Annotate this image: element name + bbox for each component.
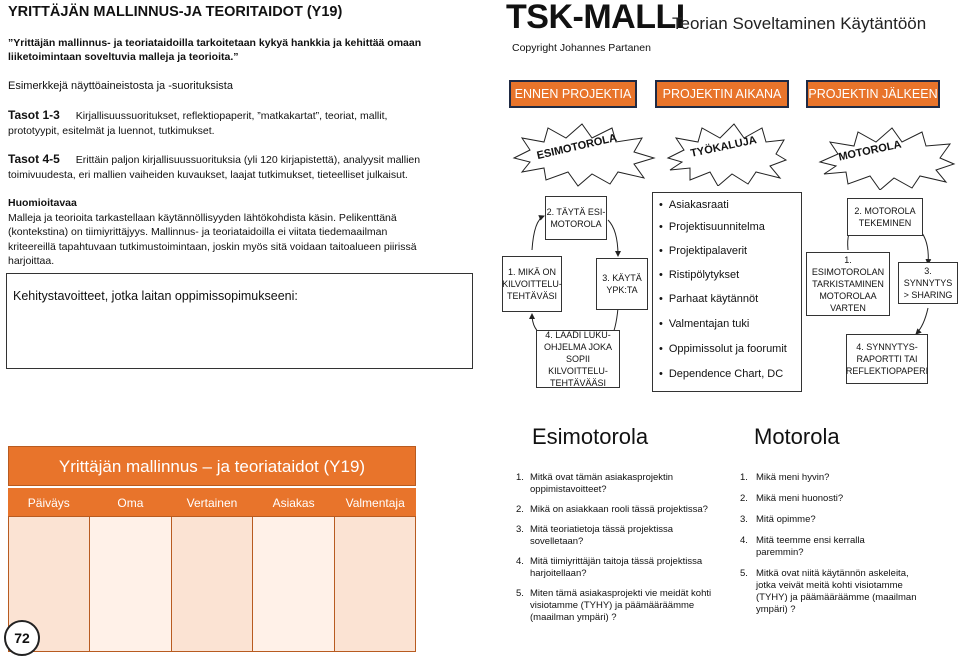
q-text: Miten tämä asiakasprojekti vie meidät kohti — [530, 588, 712, 599]
grid-header-coach: Valmentaja — [345, 496, 405, 510]
box-line: 2. TÄYTÄ ESI- — [546, 207, 606, 217]
grid-header-self: Oma — [117, 496, 144, 510]
pre-step-3 — [596, 258, 648, 310]
box-line: YPK:TA — [606, 285, 638, 295]
pre-step-4 — [536, 330, 620, 388]
box-line: REFLEKTIOPAPERI — [845, 366, 929, 376]
notes-line: (kontekstina) on tiimiyrittäjyys. Mallinnus- ja teoriataidoilla ei viitata tiedemaailman — [8, 226, 388, 238]
tool-item: • Parhaat käytännöt — [659, 293, 758, 305]
q-text: Mitkä ovat tämän asiakasprojektin — [530, 472, 674, 483]
grid-header-date: Päiväys — [27, 496, 70, 510]
notes-heading: Huomioitavaa — [8, 197, 77, 209]
phase-during: PROJEKTIN AIKANA — [655, 80, 789, 108]
box-line: MOTOROLA — [550, 219, 602, 229]
q-text: jotka veivät meitä kohti visiotamme — [756, 580, 903, 591]
box-line: TEKEMINEN — [858, 218, 912, 228]
quote-line: liiketoimintaan soveltuvia malleja ja teorioita.” — [8, 51, 239, 63]
q-text: (TYHY) ja päämääräämme (maailman — [756, 592, 917, 603]
notes-section — [8, 196, 478, 269]
box-line: 4. SYNNYTYS- — [856, 342, 918, 352]
grid-header-client: Asiakas — [272, 496, 315, 510]
q-text: Mitä teoriatietoja tässä projektissa — [530, 524, 674, 535]
grid-cell[interactable] — [335, 517, 415, 651]
level-text: prototyypit, esitelmät ja luennot, tutkimukset. — [8, 125, 215, 137]
notes-line: kriteereillä tapahtuvaan tutkimustoimintaan, joskin myös sitä voidaan taitoalueen piirissä — [8, 240, 417, 253]
box-line: 3. KÄYTÄ — [602, 273, 642, 283]
q-text: Mitä teemme ensi kerralla — [756, 535, 865, 546]
esimotorola-questions — [516, 472, 728, 624]
quote-line: ”Yrittäjän mallinnus- ja teoriataidoilla tarkoitetaan kykyä hankkia ja kehittää omaan — [8, 37, 422, 49]
levels-4-5 — [8, 152, 478, 183]
star-label-motorola: MOTOROLA — [837, 138, 903, 164]
box-line: > SHARING — [903, 290, 953, 300]
box-line: TEHTÄVÄÄSI — [549, 378, 606, 388]
grid-cell[interactable] — [172, 517, 253, 651]
definition-quote — [8, 36, 478, 64]
box-line: OHJELMA JOKA — [543, 342, 613, 352]
tool-item: • Ristipölytykset — [659, 269, 739, 281]
pre-step-1 — [502, 256, 562, 312]
box-line: KILVOITTELU- — [502, 279, 562, 289]
level-text: toimivuudesta, eri mallien vaiheiden kuvaukset, laajat tutkimukset, tieteelliset julkaisut. — [8, 169, 408, 181]
tools-list — [652, 192, 802, 392]
post-step-3 — [898, 262, 958, 304]
grid-body-row[interactable] — [8, 516, 416, 652]
box-line: 1. MIKÄ ON — [508, 267, 557, 277]
motorola-heading: Motorola — [754, 424, 840, 449]
q-number: 1. — [516, 472, 524, 483]
levels-1-3 — [8, 108, 478, 139]
tsk-title: TSK-MALLI — [506, 0, 685, 36]
box-line: 2. MOTOROLA — [854, 206, 916, 216]
box-line: TARKISTAMINEN — [812, 279, 884, 289]
tool-item: • Asiakasraati — [659, 199, 729, 211]
pre-step-2 — [545, 196, 607, 240]
tool-item: • Dependence Chart, DC — [659, 368, 783, 380]
grid-cell[interactable] — [253, 517, 334, 651]
q-text: Mikä meni huonosti? — [756, 493, 844, 504]
box-line: 4. LAADI LUKU- — [545, 330, 611, 340]
box-line: MOTOROLAA — [819, 291, 877, 301]
starburst-tyokaluja — [664, 120, 788, 186]
development-goals-box[interactable] — [6, 273, 473, 369]
phase-before: ENNEN PROJEKTIA — [509, 80, 637, 108]
box-line: SOPII KILVOITTELU- — [548, 354, 608, 376]
q-text: oppimistavoitteet? — [530, 484, 607, 495]
page-title: YRITTÄJÄN MALLINNUS-JA TEORITAIDOT (Y19) — [8, 4, 343, 20]
examples-heading: Esimerkkejä näyttöaineistosta ja -suorituksista — [8, 80, 233, 92]
assessment-grid — [8, 446, 416, 652]
box-line: TEHTÄVÄSI — [507, 291, 558, 301]
grid-cell[interactable] — [90, 517, 171, 651]
q-number: 3. — [740, 514, 748, 525]
q-text: Mitä tiimiyrittäjän taitoja tässä projektissa — [530, 556, 703, 567]
level-label: Tasot 4-5 — [8, 152, 60, 166]
notes-line: harjoittaa. — [8, 255, 55, 267]
star-label-esimotorola: ESIMOTOROLA — [535, 131, 619, 163]
q-text: sovelletaan? — [530, 536, 584, 547]
phase-after: PROJEKTIN JÄLKEEN — [806, 80, 940, 108]
starburst-motorola — [816, 124, 956, 190]
q-text: paremmin? — [756, 547, 804, 558]
level-text: Kirjallisuussuoritukset, reflektiopaperit, ”matkakartat”, teoriat, mallit, — [75, 110, 388, 122]
post-step-1 — [806, 252, 890, 316]
tool-item: • Oppimissolut ja foorumit — [659, 343, 787, 355]
tool-item: • Projektipalaverit — [659, 245, 747, 257]
q-text: Mitä opimme? — [756, 514, 816, 525]
tsk-subtitle: Teorian Soveltaminen Käytäntöön — [672, 14, 927, 33]
q-text: harjoitellaan? — [530, 568, 587, 579]
motorola-questions — [740, 472, 955, 616]
q-text: visiotamme (TYHY) ja päämääräämme — [530, 600, 695, 611]
level-text: Erittäin paljon kirjallisuussuorituksia (yli 120 kirjapistettä), analyysit mallien — [75, 154, 421, 166]
page-number: 72 — [4, 620, 40, 656]
q-number: 3. — [516, 524, 524, 535]
q-text: Mitkä ovat niitä käytännön askeleita, — [756, 568, 909, 579]
box-line: RAPORTTI TAI — [856, 354, 918, 364]
q-number: 4. — [740, 535, 748, 546]
q-number: 2. — [740, 493, 748, 504]
q-text: Mikä meni hyvin? — [756, 472, 830, 483]
post-step-4 — [846, 334, 928, 384]
q-number: 1. — [740, 472, 748, 483]
q-text: (maailman ympäri) ? — [530, 612, 617, 623]
q-number: 5. — [516, 588, 524, 599]
star-label-tyokaluja: TYÖKALUJA — [689, 134, 758, 160]
copyright: Copyright Johannes Partanen — [512, 42, 651, 54]
q-number: 4. — [516, 556, 524, 567]
tool-item: • Projektisuunnitelma — [659, 221, 765, 233]
box-line: 1. ESIMOTOROLAN — [811, 255, 885, 277]
notes-line: Malleja ja teorioita tarkastellaan käytännöllisyyden lähtökohdista käsin. Pelikenttänä — [8, 211, 397, 224]
q-number: 2. — [516, 504, 524, 515]
box-line: VARTEN — [830, 303, 866, 313]
box-line: 3. SYNNYTYS — [903, 266, 953, 288]
post-step-2 — [847, 198, 923, 236]
q-number: 5. — [740, 568, 748, 579]
tool-item: • Valmentajan tuki — [659, 318, 749, 330]
q-text: ympäri) ? — [756, 604, 796, 615]
development-goals-label: Kehitystavoitteet, jotka laitan oppimissopimukseeni: — [13, 289, 298, 303]
grid-header-row — [8, 486, 416, 516]
grid-title: Yrittäjän mallinnus – ja teoriataidot (Y19) — [8, 446, 416, 486]
level-label: Tasot 1-3 — [8, 108, 60, 122]
esimotorola-heading: Esimotorola — [532, 424, 649, 449]
grid-header-peer: Vertainen — [186, 496, 238, 510]
q-text: Mikä on asiakkaan rooli tässä projektissa? — [530, 504, 708, 515]
starburst-esimotorola — [508, 118, 658, 188]
